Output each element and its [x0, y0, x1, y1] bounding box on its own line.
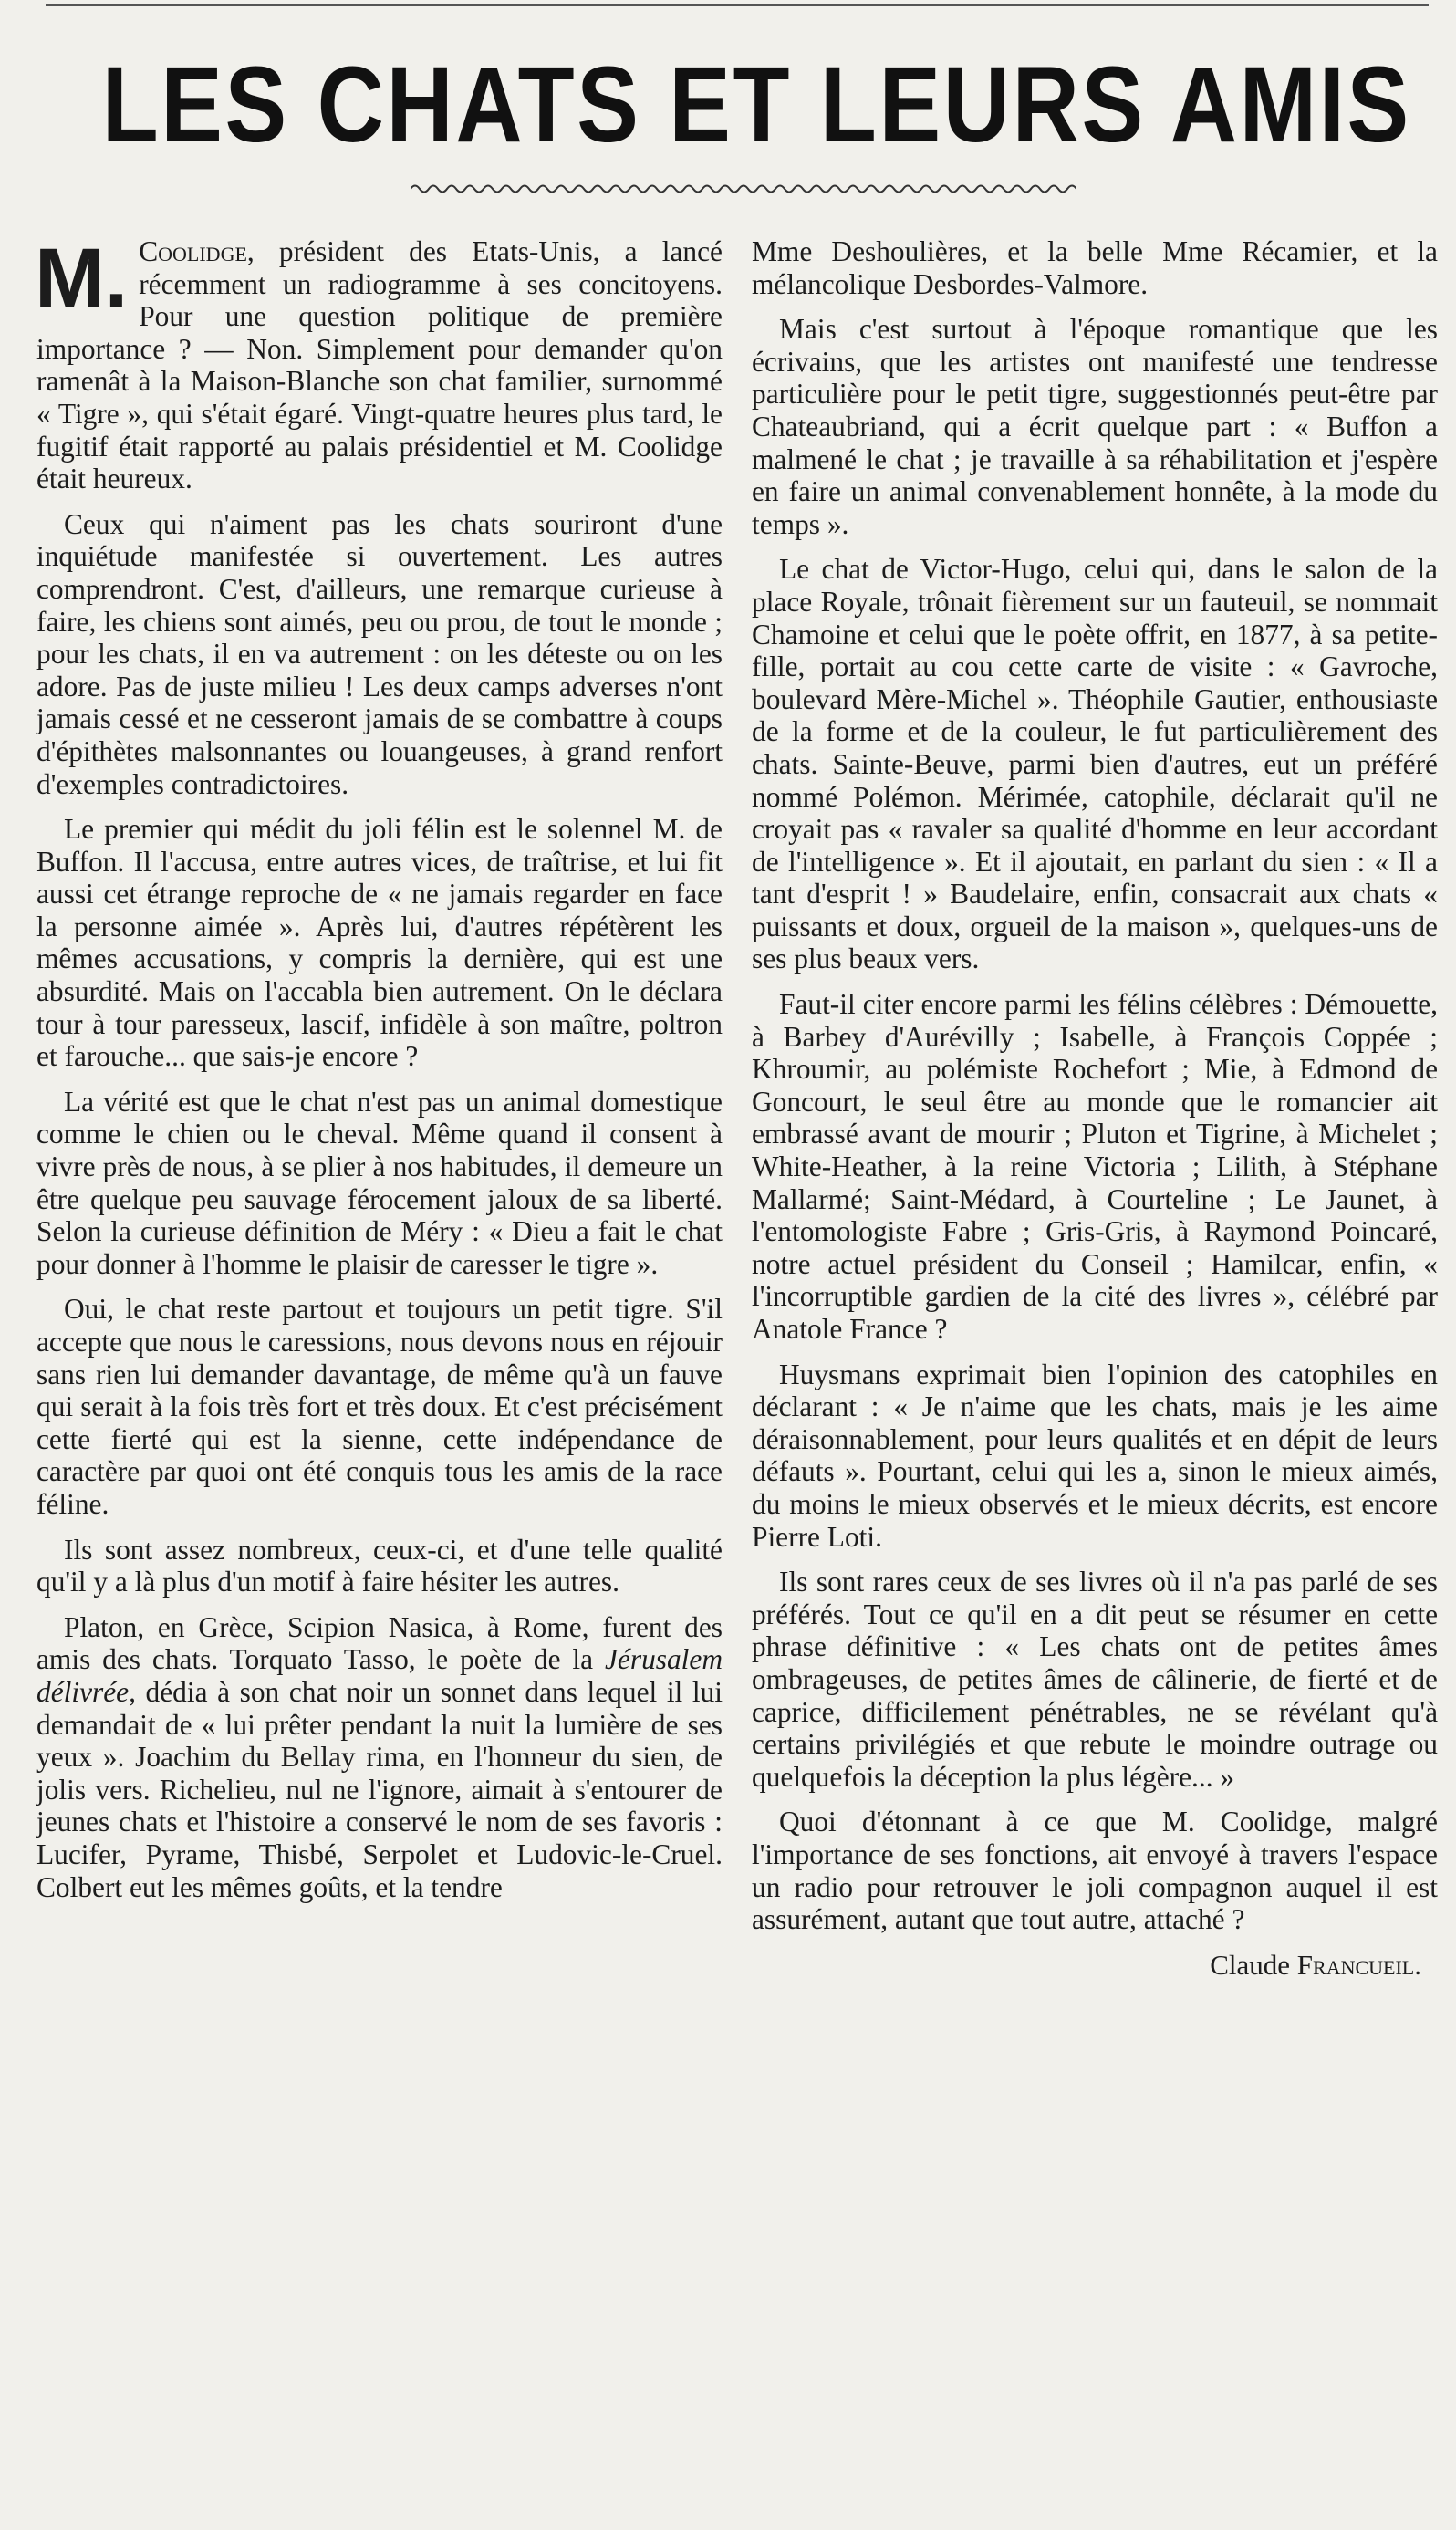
- paragraph-8: Mme Deshoulières, et la belle Mme Récamier, et la mélancolique Desbordes-Valmore.: [752, 235, 1438, 300]
- surname-small-caps: Coolidge,: [139, 235, 255, 267]
- wavy-ornament: [411, 181, 1076, 197]
- book-title-italic: Jérusalem délivrée,: [36, 1643, 723, 1708]
- author-signature: [752, 1949, 1421, 1982]
- paragraph-1-text: président des Etats-Unis, a lancé récemment un radiogramme à ses concitoyens. Pour une question politique de première importance ? — Non. Simplement pour demander qu'on ramenât à la Maison-Blanche son chat familier, surnommé « Tigre », qui s'était égaré. Vingt-quatre heures plus tard, le fugitif était rapporté au palais présidentiel et M. Coolidge était heureux.: [36, 235, 723, 495]
- paragraph-9: Mais c'est surtout à l'époque romantique que les écrivains, que les artistes ont manifesté une tendresse particulière pour le petit tigre, suggestionnés peut-être par Chateaubriand, qui a écrit quelque part : « Buffon a malmené le chat ; je travaille à sa réhabilitation et j'espère en faire un animal convenablement honnête, à la mode du temps ».: [752, 313, 1438, 540]
- author-first-name: Claude: [1210, 1948, 1297, 1981]
- paragraph-6: Ils sont assez nombreux, ceux-ci, et d'une telle qualité qu'il y a là plus d'un motif à faire hésiter les autres.: [36, 1533, 723, 1598]
- headline: LES CHATS ET LEURS AMIS: [101, 45, 1411, 165]
- drop-cap: M.: [35, 232, 129, 325]
- paragraph-7-text-a: Platon, en Grèce, Scipion Nasica, à Rome, furent des amis des chats. Torquato Tasso, le poète de la: [36, 1610, 723, 1676]
- article-column-left: [35, 232, 723, 1916]
- paragraph-1: [35, 232, 723, 495]
- article-column-right: [752, 235, 1438, 1981]
- paragraph-5: Oui, le chat reste partout et toujours un petit tigre. S'il accepte que nous le caressions, nous devons nous en réjouir sans rien lui demander davantage, de même qu'à un fauve qui serait à la fois très fort et très doux. Et c'est précisément cette fierté qui est la sienne, cette indépendance de caractère par quoi ont été conquis tous les amis de la race féline.: [36, 1293, 723, 1520]
- paragraph-12: Huysmans exprimait bien l'opinion des catophiles en déclarant : « Je n'aime que les chats, mais je les aime déraisonnablement, pour leurs qualités et en dépit de leurs défauts ». Pourtant, celui qui les a, sinon le mieux aimés, du moins le mieux observés et le mieux décrits, est encore Pierre Loti.: [752, 1358, 1438, 1553]
- author-last-name: Francueil.: [1296, 1948, 1421, 1981]
- paragraph-13: Ils sont rares ceux de ses livres où il n'a pas parlé de ses préférés. Tout ce qu'il en a dit peut se résumer en cette phrase définitive : « Les chats ont de petites âmes ombrageuses, de petites âmes de câlinerie, de fierté et de caprice, difficilement pénétrables, ne se révélant qu'à certains privilégiés et que rebute le moindre outrage ou quelquefois la déception la plus légère... »: [752, 1566, 1438, 1793]
- paragraph-3: Le premier qui médit du joli félin est le solennel M. de Buffon. Il l'accusa, entre autres vices, de traîtrise, et lui fit aussi cet étrange reproche de « ne jamais regarder en face la personne aimée ». Après lui, d'autres répétèrent les mêmes accusations, y compris la dernière, qui est une absurdité. Mais on l'accabla bien autrement. On le déclara tour à tour paresseux, lascif, infidèle à son maître, poltron et farouche... que sais-je encore ?: [36, 813, 723, 1073]
- paragraph-7: [36, 1611, 723, 1903]
- paragraph-11: Faut-il citer encore parmi les félins célèbres : Démouette, à Barbey d'Aurévilly ; Isabelle, à François Coppée ; Khroumir, au polémiste Rochefort ; Mie, à Edmond de Goncourt, le seul être au monde que le romancier ait embrassé avant de mourir ; Pluton et Tigrine, à Michelet ; White-Heather, à la reine Victoria ; Lilith, à Stéphane Mallarmé; Saint-Médard, à Courteline ; Le Jaunet, à l'entomologiste Fabre ; Gris-Gris, à Raymond Poincaré, notre actuel président du Conseil ; Hamilcar, enfin, « l'incorruptible gardien de la cité des livres », célébré par Anatole France ?: [752, 988, 1438, 1345]
- paragraph-14: Quoi d'étonnant à ce que M. Coolidge, malgré l'importance de ses fonctions, ait envoyé à travers l'espace un radio pour retrouver le joli compagnon auquel il est assurément, autant que tout autre, attaché ?: [752, 1806, 1438, 1936]
- paragraph-4: La vérité est que le chat n'est pas un animal domestique comme le chien ou le cheval. Même quand il consent à vivre près de nous, à se plier à nos habitudes, il demeure un être quelque peu sauvage férocement jaloux de sa liberté. Selon la curieuse définition de Méry : « Dieu a fait le chat pour donner à l'homme le plaisir de caresser le tigre ».: [36, 1085, 723, 1280]
- paragraph-10: Le chat de Victor-Hugo, celui qui, dans le salon de la place Royale, trônait fièrement sur un fauteuil, se nommait Chamoine et celui que le poète offrit, en 1877, à sa petite-fille, portait au cou cette carte de visite : « Gavroche, boulevard Mère-Michel ». Théophile Gautier, enthousiaste de la forme et de la couleur, le fut particulièrement des chats. Sainte-Beuve, parmi bien d'autres, eut un préféré nommé Polémon. Mérimée, catophile, déclarait qu'il ne croyait pas « ravaler sa qualité d'homme en leur accordant de l'intelligence ». Et il ajoutait, en parlant du sien : « Il a tant d'esprit ! » Baudelaire, enfin, consacrait aux chats « puissants et doux, orgueil de la maison », quelques-uns de ses plus beaux vers.: [752, 553, 1438, 975]
- paragraph-7-text-b: dédia à son chat noir un sonnet dans lequel il lui demandait de « lui prêter pendant la nuit la lumière de ses yeux ». Joachim du Bellay rima, en l'honneur du sien, de jolis vers. Richelieu, nul ne l'ignore, aimait à s'entourer de jeunes chats et l'histoire a conservé le nom de ses favoris : Lucifer, Pyrame, Thisbé, Serpolet et Ludovic-le-Cruel. Colbert eut les mêmes goûts, et la tendre: [36, 1675, 723, 1903]
- paragraph-2: Ceux qui n'aiment pas les chats souriront d'une inquiétude manifestée si ouvertement. Les autres comprendront. C'est, d'ailleurs, une remarque curieuse à faire, les chiens sont aimés, peu ou prou, de tout le monde ; pour les chats, il en va autrement : on les déteste ou on les adore. Pas de juste milieu ! Les deux camps adverses n'ont jamais cessé et ne cesseront jamais de se combattre à coups d'épithètes malsonnantes ou louangeuses, à grand renfort d'exemples contradictoires.: [36, 507, 723, 800]
- top-rule: [46, 4, 1429, 16]
